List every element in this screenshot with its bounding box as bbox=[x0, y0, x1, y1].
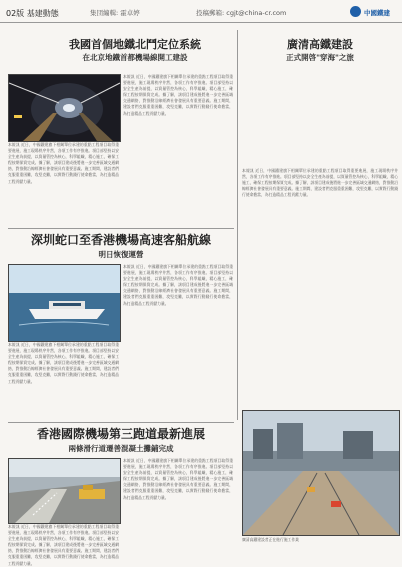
article1-subtitle: 在北京地鐵首都機場線開工建設 bbox=[82, 53, 188, 62]
ferry-photo-image bbox=[9, 265, 120, 341]
station-site-photo-image bbox=[243, 411, 399, 535]
publication-logo bbox=[350, 4, 398, 20]
article2-body-text: 本報訊 近日，中國鐵建旗下相關單位承建的重點工程項目取得重要進展，施工現場秩序井然，各項工作有序推進。項目部堅持以安全生產為前提，以質量管控為核心，科學組織，精心施工，確保工程按期保質完成。據了解，該項目建成後將進一步完善區域交通網絡，對推動沿線經濟社會發展具有重要意義。施工期間，建設者們克服重重困難，攻堅克難，以實際行動踐行使命擔當，為打造精品工程貢獻力量。 bbox=[242, 168, 398, 198]
editor-line: 集団編輯: 霍卓婷 bbox=[90, 9, 140, 17]
article2-photo bbox=[242, 410, 400, 536]
runway-photo-image bbox=[9, 459, 120, 523]
article1-photo bbox=[8, 74, 121, 142]
article4-subtitle: 兩條滑行道遷善混凝土攤鋪完成 bbox=[68, 444, 174, 453]
article4-caption-text: 本報訊 近日，中國鐵建旗下相關單位承建的重點工程項目取得重要進展，施工現場秩序井然，各項工作有序推進。項目部堅持以安全生產為前提，以質量管控為核心，科學組織，精心施工，確保工程按期保質完成。據了解，該項目建成後將進一步完善區域交通網絡，對推動沿線經濟社會發展具有重要意義。施工期間，建設者們克服重重困難，攻堅克難，以實際行動踐行使命擔當，為打造精品工程貢獻力量。 bbox=[8, 524, 119, 566]
article4-body-text: 本報訊 近日，中國鐵建旗下相關單位承建的重點工程項目取得重要進展，施工現場秩序井然，各項工作有序推進。項目部堅持以安全生產為前提，以質量管控為核心，科學組織，精心施工，確保工程按期保質完成。據了解，該項目建成後將進一步完善區域交通網絡，對推動沿線經濟社會發展具有重要意義。施工期間，建設者們克服重重困難，攻堅克難，以實際行動踐行使命擔當，為打造精品工程貢獻力量。 bbox=[123, 458, 233, 500]
article3-body-text: 本報訊 近日，中國鐵建旗下相關單位承建的重點工程項目取得重要進展，施工現場秩序井然，各項工作有序推進。項目部堅持以安全生產為前提，以質量管控為核心，科學組織，精心施工，確保工程按期保質完成。據了解，該項目建成後將進一步完善區域交通網絡，對推動沿線經濟社會發展具有重要意義。施工期間，建設者們克服重重困難，攻堅克難，以實際行動踐行使命擔當，為打造精品工程貢獻力量。 bbox=[123, 264, 233, 306]
article3-photo bbox=[8, 264, 121, 342]
article3-subtitle: 明日恢復運營 bbox=[98, 250, 144, 259]
page-label: 02版 基建動態 bbox=[6, 9, 59, 18]
article2-subtitle: 正式開啓"穿海"之旅 bbox=[286, 53, 354, 62]
contact-line: 投稿郵箱: cgjt@china-cr.com bbox=[196, 9, 287, 17]
logo-text: 中國鐵建 bbox=[364, 9, 390, 17]
article2-title: 廣清高鐵建設 bbox=[287, 38, 353, 51]
article4-title: 香港國際機場第三跑道最新進展 bbox=[36, 427, 205, 441]
column-divider bbox=[237, 30, 238, 420]
section-divider bbox=[8, 228, 234, 229]
article1-body-text: 本報訊 近日，中國鐵建旗下相關單位承建的重點工程項目取得重要進展，施工現場秩序井然，各項工作有序推進。項目部堅持以安全生產為前提，以質量管控為核心，科學組織，精心施工，確保工程按期保質完成。據了解，該項目建成後將進一步完善區域交通網絡，對推動沿線經濟社會發展具有重要意義。施工期間，建設者們克服重重困難，攻堅克難，以實際行動踐行使命擔當，為打造精品工程貢獻力量。 bbox=[123, 74, 233, 116]
article3-title: 深圳蛇口至香港機場高速客船航線 bbox=[30, 233, 211, 247]
article2-photo-caption: 廣清高鐵建設者正在進行施工作業 bbox=[242, 537, 299, 542]
article1-caption-text: 本報訊 近日，中國鐵建旗下相關單位承建的重點工程項目取得重要進展，施工現場秩序井然，各項工作有序推進。項目部堅持以安全生產為前提，以質量管控為核心，科學組織，精心施工，確保工程按期保質完成。據了解，該項目建成後將進一步完善區域交通網絡，對推動沿線經濟社會發展具有重要意義。施工期間，建設者們克服重重困難，攻堅克難，以實際行動踐行使命擔當，為打造精品工程貢獻力量。 bbox=[8, 142, 119, 184]
page-header bbox=[0, 0, 402, 23]
tunnel-photo-image bbox=[9, 75, 120, 141]
article4-photo bbox=[8, 458, 121, 524]
article1-title: 我國首個地鐵北鬥定位系統 bbox=[69, 38, 201, 51]
section-divider-2 bbox=[8, 422, 234, 423]
article3-caption-text: 本報訊 近日，中國鐵建旗下相關單位承建的重點工程項目取得重要進展，施工現場秩序井然，各項工作有序推進。項目部堅持以安全生產為前提，以質量管控為核心，科學組織，精心施工，確保工程按期保質完成。據了解，該項目建成後將進一步完善區域交通網絡，對推動沿線經濟社會發展具有重要意義。施工期間，建設者們克服重重困難，攻堅克難，以實際行動踐行使命擔當，為打造精品工程貢獻力量。 bbox=[8, 342, 119, 384]
logo-mark-icon bbox=[350, 6, 361, 17]
